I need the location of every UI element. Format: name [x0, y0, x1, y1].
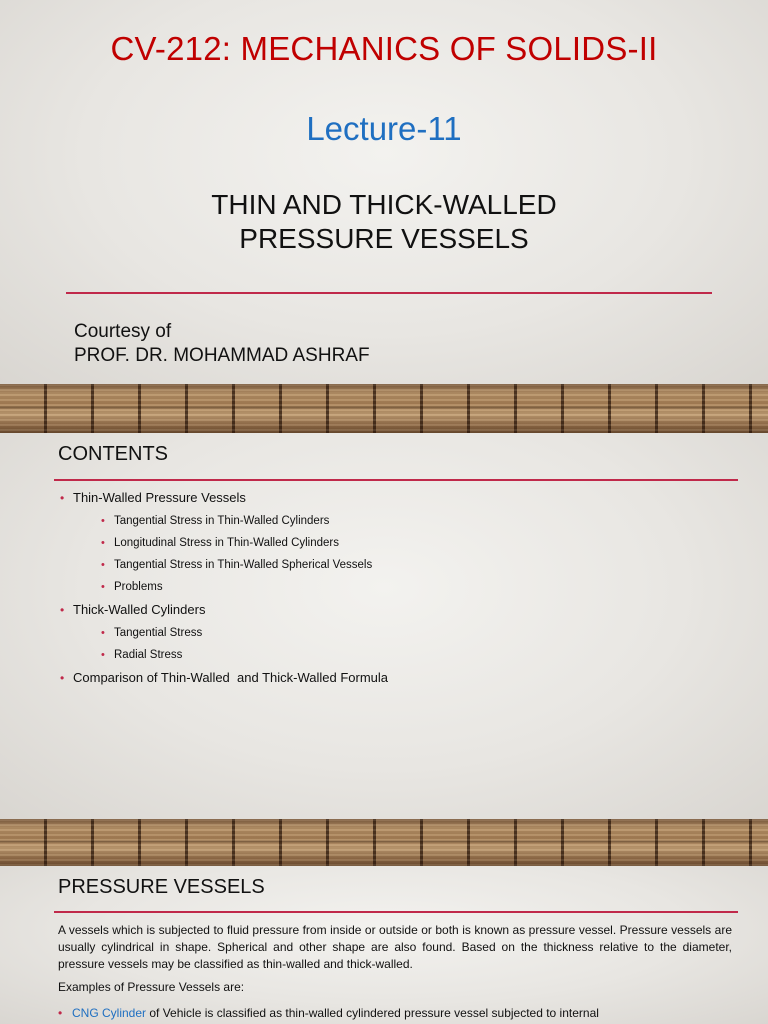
contents-item-label: Thin-Walled Pressure Vessels	[73, 490, 246, 505]
examples-label: Examples of Pressure Vessels are:	[58, 980, 245, 994]
contents-item-label: Comparison of Thin-Walled and Thick-Walled Formula	[73, 670, 389, 685]
contents-subitem	[101, 536, 740, 550]
bullet-icon: •	[60, 671, 65, 685]
contents-subitem-label: Tangential Stress	[114, 627, 203, 639]
contents-subitem-label: Radial Stress	[114, 649, 183, 661]
contents-subitem-label: Longitudinal Stress in Thin-Walled Cylinders	[114, 537, 339, 549]
contents-subitem	[101, 626, 740, 640]
author-name: PROF. DR. MOHAMMAD ASHRAF	[74, 345, 370, 366]
contents-subitem	[101, 580, 740, 594]
contents-subitem-label: Tangential Stress in Thin-Walled Spherical Vessels	[114, 559, 373, 571]
definition-paragraph: A vessels which is subjected to fluid pressure from inside or outside or both is known as pressure vessel. Pressure vessels are usually cylindrical in shape. Spherical and other shape are also found. Based on the thickness relative to the diameter, pressure vessels may be classified as thin-walled and thick-walled.	[58, 923, 732, 971]
pressure-vessels-heading: PRESSURE VESSELS	[58, 876, 265, 898]
contents-subitem	[101, 514, 740, 528]
slide-3	[0, 866, 768, 1024]
lecture-title-line-1: THIN AND THICK-WALLED	[211, 189, 557, 220]
course-title: CV-212: MECHANICS OF SOLIDS-II	[110, 30, 658, 67]
contents-item	[60, 490, 740, 594]
contents-subitem-label: Problems	[114, 581, 163, 593]
contents-item-label: Thick-Walled Cylinders	[73, 602, 206, 617]
cng-cylinder-link[interactable]: CNG Cylinder	[72, 1006, 147, 1020]
wood-floor-band	[0, 819, 768, 866]
contents-item	[60, 602, 740, 662]
slide-2	[0, 433, 768, 819]
bullet-icon: •	[58, 1006, 63, 1020]
bullet-icon: •	[101, 581, 105, 593]
lecture-number: Lecture-11	[306, 110, 462, 147]
bullet-icon: •	[101, 649, 105, 661]
lecture-title-line-2: PRESSURE VESSELS	[239, 223, 529, 254]
bullet-icon: •	[101, 559, 105, 571]
title-divider	[66, 292, 712, 294]
wood-floor-band	[0, 384, 768, 433]
bullet-icon: •	[101, 627, 105, 639]
contents-heading: CONTENTS	[58, 443, 168, 465]
bullet-icon: •	[60, 491, 65, 505]
contents-list	[60, 490, 740, 686]
contents-item	[60, 670, 740, 686]
pressure-vessels-divider	[54, 911, 738, 913]
contents-divider	[54, 479, 738, 481]
contents-sublist	[101, 626, 740, 662]
bullet-icon: •	[60, 603, 65, 617]
contents-subitem	[101, 648, 740, 662]
bullet-icon: •	[101, 515, 105, 527]
bullet-icon: •	[101, 537, 105, 549]
example-item-text: of Vehicle is classified as thin-walled cylindered pressure vessel subjected to internal	[146, 1006, 599, 1020]
courtesy-label: Courtesy of	[74, 321, 172, 342]
contents-sublist	[101, 514, 740, 594]
lecture-title	[0, 188, 768, 256]
example-item	[58, 1006, 732, 1020]
courtesy-block	[74, 320, 370, 368]
contents-subitem-label: Tangential Stress in Thin-Walled Cylinders	[114, 515, 330, 527]
contents-subitem	[101, 558, 740, 572]
slide-1	[0, 0, 768, 384]
